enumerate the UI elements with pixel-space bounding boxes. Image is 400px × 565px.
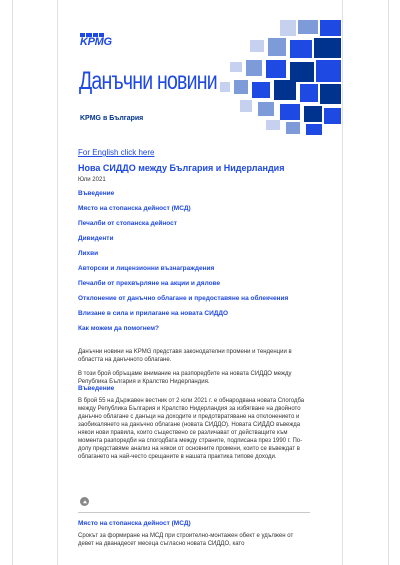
mosaic-tile xyxy=(266,60,286,78)
mosaic-tile xyxy=(258,102,274,116)
mosaic-tile xyxy=(252,82,270,98)
mosaic-tile xyxy=(268,38,286,56)
intro-paragraph: В този брой обръщаме внимание на разпоредбите на новата СИДДО между Република България и Кралство Нидерландия. xyxy=(78,371,292,385)
english-version-link[interactable]: For English click here xyxy=(78,148,155,157)
section-heading: Място на стопанска дейност (МСД) xyxy=(78,520,191,527)
toc-item[interactable]: Как можем да помогнем? xyxy=(78,325,159,332)
mosaic-tile xyxy=(230,62,242,72)
mosaic-tile xyxy=(274,80,296,100)
toc-item[interactable]: Въведение xyxy=(78,190,115,197)
section-body: В брой 55 на Държавен вестник от 2 юли 2021 г. е обнародвана новата Спогодба между Република България и Кралство Нидерландия за избягване на двойното данъчно облагане с данъци на доходите и предотвратяване на отклонението и заобикалянето на данъчно облагане (новата СИДДО). Новата СИДДО въвежда някои нови правила, които съществено се различават от действащите към момента разпоредби на спогодбата между страните, подписана през 1990 г. По-долу представяме анализ на някои от основните промени, които се въвеждат в облагането на най-често срещаните в нашата практика типове доходи. xyxy=(78,398,305,460)
toc-item[interactable]: Място на стопанска дейност (МСД) xyxy=(78,205,191,212)
toc-item[interactable]: Лихви xyxy=(78,250,99,257)
mosaic-tile xyxy=(290,62,314,82)
section-heading: Въведение xyxy=(78,385,115,392)
mosaic-tile xyxy=(300,84,318,102)
main-content xyxy=(78,148,328,339)
table-of-contents xyxy=(78,189,328,333)
section-introduction xyxy=(78,385,310,461)
toc-item[interactable]: Дивиденти xyxy=(78,235,114,242)
left-guide-line xyxy=(12,0,13,565)
arrow-up-icon xyxy=(82,499,88,505)
mosaic-tile xyxy=(266,120,280,130)
newsletter-title: Данъчни новини xyxy=(79,67,217,95)
mosaic-tile xyxy=(240,100,252,112)
kpmg-logo: KPMG xyxy=(80,36,112,48)
toc-item[interactable]: Печалби от стопанска дейност xyxy=(78,220,177,227)
mosaic-tile xyxy=(280,104,300,120)
mosaic-tile xyxy=(304,106,322,122)
mosaic-tile xyxy=(280,20,296,36)
toc-item[interactable]: Отклонение от данъчно облагане и предоставяне на облекчения xyxy=(78,295,289,302)
mosaic-tile xyxy=(306,124,322,135)
intro-paragraph: Данъчни новини на KPMG представя законодателни промени и тенденции в областта на данъчното облагане. xyxy=(78,349,292,363)
toc-item[interactable]: Печалби от прехвърляне на акции и дялове xyxy=(78,280,221,287)
mosaic-tile xyxy=(220,82,230,92)
newsletter-header xyxy=(60,20,341,135)
issue-date: Юли 2021 xyxy=(78,177,106,183)
mosaic-tile xyxy=(314,38,341,58)
section-body: Срокът за формиране на МСД при строително-монтажен обект е удължен от девет на дванадесет месеца съгласно новата СИДДО, като xyxy=(78,533,294,547)
article-title: Нова СИДДО между България и Нидерландия xyxy=(78,163,285,173)
mosaic-tile xyxy=(290,40,312,58)
mosaic-tile xyxy=(320,84,341,104)
toc-item[interactable]: Влизане в сила и прилагане на новата СИДДО xyxy=(78,310,229,317)
mosaic-tile xyxy=(320,20,341,36)
section-divider xyxy=(78,512,310,513)
mosaic-tile xyxy=(246,60,262,76)
section-permanent-establishment xyxy=(78,520,310,548)
mosaic-tile xyxy=(234,80,248,94)
mosaic-tile xyxy=(324,108,341,124)
mosaic-tile xyxy=(250,40,264,52)
right-guide-line xyxy=(388,0,389,565)
newsletter-subtitle: KPMG в България xyxy=(80,115,144,122)
header-mosaic-graphic xyxy=(210,20,341,135)
mosaic-tile xyxy=(286,122,300,134)
mosaic-tile xyxy=(298,20,318,34)
back-to-top-icon[interactable] xyxy=(80,497,89,506)
toc-item[interactable]: Авторски и лицензионни възнаграждения xyxy=(78,265,215,272)
mosaic-tile xyxy=(316,60,341,82)
